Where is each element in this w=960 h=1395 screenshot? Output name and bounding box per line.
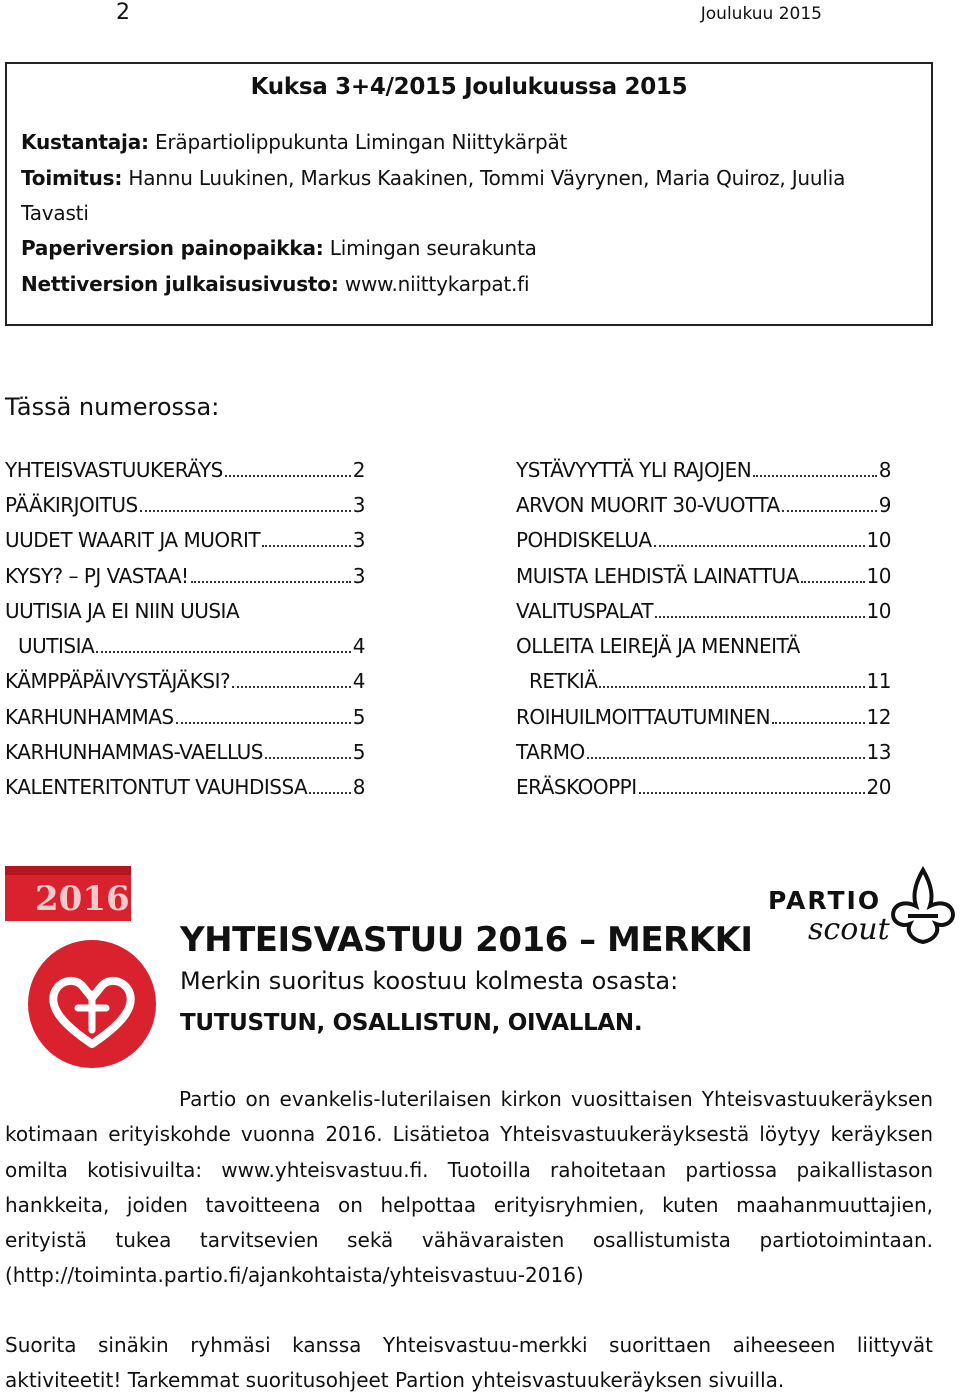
- masthead-title: Kuksa 3+4/2015 Joulukuussa 2015: [250, 74, 688, 100]
- toc-item: [5, 770, 365, 805]
- editors-label: Toimitus:: [21, 166, 123, 190]
- toc-heading: Tässä numerossa:: [5, 393, 220, 421]
- article-paragraph-2: Suorita sinäkin ryhmäsi kanssa Yhteisvastuu-merkki suorittaen aiheeseen liittyvät aktiviteetit! Tarkemmat suoritusohjeet Partion yhteisvastuukeräyksen sivuilla.: [5, 1333, 933, 1393]
- page-number: 2: [116, 0, 130, 25]
- print-line: [21, 236, 537, 260]
- toc-item: [516, 523, 891, 558]
- toc-item: [516, 770, 891, 805]
- toc-item-title: ROIHUILMOITTAUTUMINEN: [516, 704, 771, 729]
- yhteisvastuu-heart-icon: [22, 938, 162, 1070]
- masthead-box: [5, 62, 933, 326]
- toc-item-title: KÄMPPÄPÄIVYSTÄJÄKSI?: [5, 669, 231, 694]
- toc-item-title: PÄÄKIRJOITUS: [5, 492, 138, 517]
- toc-item: [5, 558, 365, 593]
- toc-item-page: 8: [352, 775, 365, 800]
- toc-leader-dots: [753, 475, 877, 477]
- toc-item-title: UUTISIA: [18, 634, 95, 659]
- toc-item-title: YSTÄVYYTTÄ YLI RAJOJEN: [516, 457, 752, 482]
- toc-item-page: 12: [866, 704, 891, 729]
- merkki-title: YHTEISVASTUU 2016 – MERKKI: [180, 920, 753, 960]
- yhteisvastuu-2016-badge: [5, 866, 131, 921]
- toc-item-title: ERÄSKOOPPI: [516, 775, 637, 800]
- toc-item-page: 3: [352, 492, 365, 517]
- web-value[interactable]: www.niittykarpat.fi: [344, 272, 530, 296]
- toc-leader-dots: [639, 792, 865, 794]
- toc-item-title: YHTEISVASTUUKERÄYS: [5, 457, 223, 482]
- toc-item-page: 11: [866, 669, 891, 694]
- editors-line: [21, 166, 845, 190]
- toc-leader-dots: [772, 722, 864, 724]
- publisher-value: Eräpartiolippukunta Limingan Niittykärpät: [154, 130, 568, 154]
- toc-item: [5, 593, 365, 628]
- toc-leader-dots: [654, 545, 865, 547]
- toc-item-page: 8: [878, 457, 891, 482]
- toc-leader-dots: [262, 545, 351, 547]
- toc-item-page: 20: [866, 775, 891, 800]
- toc-item: [516, 593, 891, 628]
- toc-item-page: 3: [352, 563, 365, 588]
- toc-item: [516, 487, 891, 522]
- toc-item: [516, 452, 891, 487]
- editors-value: Hannu Luukinen, Markus Kaakinen, Tommi Väyrynen, Maria Quiroz, Juulia: [128, 166, 846, 190]
- toc-item-page: 10: [866, 528, 891, 553]
- toc-item-title: TARMO: [516, 740, 585, 765]
- toc-item-page: 9: [878, 492, 891, 517]
- fleur-de-lis-icon: [888, 866, 958, 946]
- toc-item-title: KYSY? – PJ VASTAA!: [5, 563, 189, 588]
- toc-leader-dots: [309, 792, 351, 794]
- toc-leader-dots: [801, 581, 865, 583]
- toc-item: [5, 628, 365, 663]
- merkki-subtitle: Merkin suoritus koostuu kolmesta osasta:: [180, 967, 679, 995]
- publisher-line: [21, 130, 567, 154]
- toc-leader-dots: [782, 510, 877, 512]
- editors-line-cont: [21, 201, 89, 225]
- web-line: [21, 272, 529, 296]
- toc-item-title: UUDET WAARIT JA MUORIT: [5, 528, 261, 553]
- print-value: Limingan seurakunta: [329, 236, 537, 260]
- toc-item: [5, 487, 365, 522]
- toc-item: [516, 664, 891, 699]
- toc-item-title: POHDISKELUA: [516, 528, 652, 553]
- toc-item: [5, 699, 365, 734]
- toc-leader-dots: [232, 686, 351, 688]
- print-label: Paperiversion painopaikka:: [21, 236, 324, 260]
- toc-item: [5, 452, 365, 487]
- toc-item-page: 5: [352, 740, 365, 765]
- toc-item-page: 10: [866, 563, 891, 588]
- toc-item-title: MUISTA LEHDISTÄ LAINATTUA: [516, 563, 799, 588]
- toc-leader-dots: [176, 722, 351, 724]
- toc-leader-dots: [599, 686, 864, 688]
- toc-leader-dots: [191, 581, 351, 583]
- toc-item-title: KALENTERITONTUT VAUHDISSA: [5, 775, 308, 800]
- scout-logo-word: scout: [808, 912, 890, 947]
- toc-item-title: KARHUNHAMMAS-VAELLUS: [5, 740, 263, 765]
- toc-leader-dots: [96, 651, 351, 653]
- article-paragraph-1: Partio on evankelis-luterilaisen kirkon vuosittaisen Yhteisvastuukeräyksen kotimaan erityiskohde vuonna 2016. Lisätietoa Yhteisvastuukeräyksestä löytyy keräyksen omilta kotisivuilta: www.yhteisvastuu.fi. Tuotoilla rahoitetaan partiossa paikallistason hankkeita, joiden tavoitteena on helpottaa erityisryhmien, kuten maahanmuuttajien, erityistä tukea tarvitsevien sekä vähävaraisten osallistumista partiotoimintaan. (http://toiminta.partio.fi/ajankohtaista/yhteisvastuu-2016): [5, 1087, 933, 1288]
- issue-date: Joulukuu 2015: [700, 4, 822, 24]
- toc-leader-dots: [655, 616, 864, 618]
- toc-leader-dots: [225, 475, 351, 477]
- toc-leader-dots: [140, 510, 351, 512]
- toc-item-title: VALITUSPALAT: [516, 598, 654, 623]
- toc-item: [5, 664, 365, 699]
- merkki-parts: TUTUSTUN, OSALLISTUN, OIVALLAN.: [180, 1010, 643, 1036]
- toc-leader-dots: [587, 757, 865, 759]
- toc-item-title: UUTISIA JA EI NIIN UUSIA: [5, 598, 240, 623]
- toc-item: [516, 628, 891, 663]
- toc-item-page: 10: [866, 598, 891, 623]
- toc-leader-dots: [265, 757, 351, 759]
- publisher-label: Kustantaja:: [21, 130, 149, 154]
- toc-item: [5, 734, 365, 769]
- toc-item: [5, 523, 365, 558]
- toc-item-page: 3: [352, 528, 365, 553]
- partio-scout-logo: [768, 866, 958, 956]
- web-label: Nettiversion julkaisusivusto:: [21, 272, 339, 296]
- toc-item-page: 5: [352, 704, 365, 729]
- toc-item-page: 2: [352, 457, 365, 482]
- toc-item: [516, 734, 891, 769]
- toc-item-title: RETKIÄ: [529, 669, 598, 694]
- toc-item-page: 13: [866, 740, 891, 765]
- toc-item-title: ARVON MUORIT 30-VUOTTA: [516, 492, 780, 517]
- toc-right-column: [516, 452, 891, 805]
- toc-item: [516, 699, 891, 734]
- partio-logo-word: PARTIO: [768, 886, 882, 915]
- badge-band: [5, 866, 131, 875]
- toc-item-title: OLLEITA LEIREJÄ JA MENNEITÄ: [516, 634, 800, 659]
- badge-year: 2016: [35, 879, 130, 919]
- editors-value-cont: Tavasti: [21, 201, 89, 225]
- toc-item-title: KARHUNHAMMAS: [5, 704, 174, 729]
- toc-item-page: 4: [352, 669, 365, 694]
- toc-item-page: 4: [352, 634, 365, 659]
- toc-left-column: [5, 452, 365, 805]
- toc-item: [516, 558, 891, 593]
